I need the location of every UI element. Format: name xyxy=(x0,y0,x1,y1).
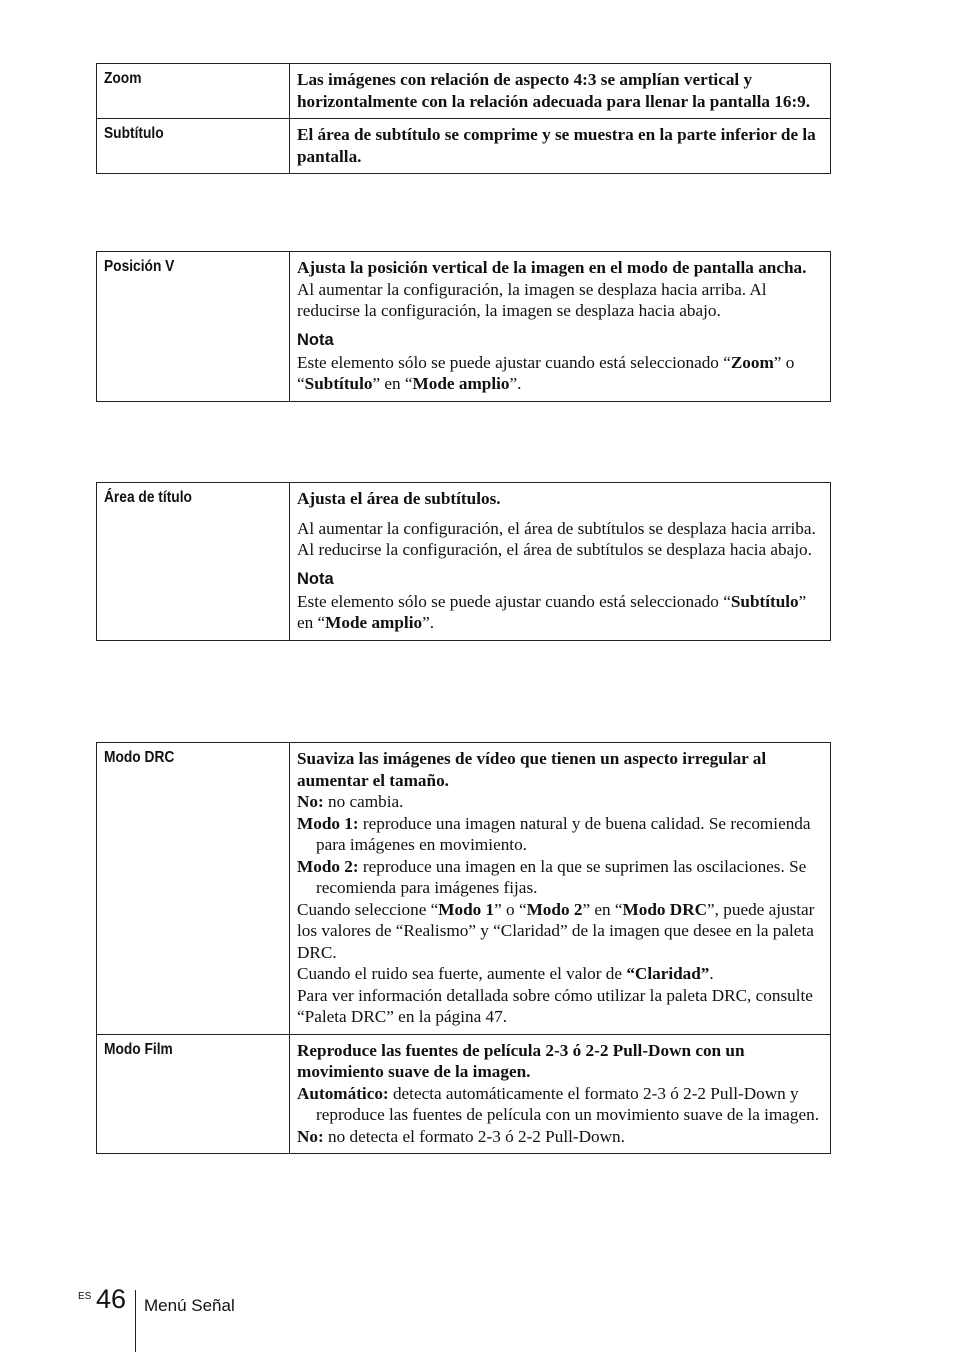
table-row xyxy=(97,252,831,402)
footer-section-title: Menú Señal xyxy=(144,1296,235,1315)
note-heading: Nota xyxy=(297,330,334,349)
row-label: Posición V xyxy=(97,252,290,402)
row-label: Subtítulo xyxy=(97,119,290,174)
row-body: Para ver información detallada sobre cómo utilizar la paleta DRC, consulte “Paleta DRC” en la página 47. xyxy=(297,985,813,1026)
table-row xyxy=(97,483,831,641)
row-lead: Reproduce las fuentes de película 2-3 ó 2-2 Pull-Down con un movimiento suave de la imagen. xyxy=(297,1040,745,1081)
settings-table-area-de-titulo xyxy=(96,482,831,641)
row-lead: El área de subtítulo se comprime y se muestra en la parte inferior de la pantalla. xyxy=(297,125,816,166)
row-body: Al reducirse la configuración, el área de subtítulos se desplaza hacia abajo. xyxy=(297,540,812,559)
settings-table-zoom-subtitulo xyxy=(96,63,831,174)
row-body: Al aumentar la configuración, el área de subtítulos se desplaza hacia arriba. xyxy=(297,518,816,538)
row-description xyxy=(290,252,831,402)
note-text: Este elemento sólo se puede ajustar cuando está seleccionado “Zoom” o “Subtítulo” en “Mode amplio”. xyxy=(297,352,795,393)
note-heading: Nota xyxy=(297,569,334,588)
row-lead: Ajusta el área de subtítulos. xyxy=(297,489,501,508)
row-description xyxy=(290,1034,831,1154)
settings-table-posicion-v xyxy=(96,251,831,402)
table-row xyxy=(97,119,831,174)
row-label: Zoom xyxy=(97,64,290,119)
row-body: Al aumentar la configuración, la imagen se desplaza hacia arriba. Al reducirse la configuración, la imagen se desplaza hacia abajo. xyxy=(297,279,767,320)
option-item: Automático: detecta automáticamente el formato 2-3 ó 2-2 Pull-Down y reproduce las fuentes de película con un movimiento suave de la imagen. xyxy=(297,1083,820,1124)
table-row xyxy=(97,64,831,119)
row-lead: Las imágenes con relación de aspecto 4:3 se amplían vertical y horizontalmente con la relación adecuada para llenar la pantalla 16:9. xyxy=(297,70,811,111)
row-description xyxy=(290,64,831,119)
page-number: 46 xyxy=(96,1284,127,1314)
table-row xyxy=(97,743,831,1035)
row-lead: Ajusta la posición vertical de la imagen en el modo de pantalla ancha. xyxy=(297,258,807,277)
option-item: No: no cambia. xyxy=(297,792,404,811)
footer-divider xyxy=(135,1290,136,1352)
row-body: Cuando seleccione “Modo 1” o “Modo 2” en “Modo DRC”, puede ajustar los valores de “Realismo” y “Claridad” de la imagen que desee en la paleta DRC. xyxy=(297,899,815,962)
option-item: Modo 1: reproduce una imagen natural y de buena calidad. Se recomienda para imágenes en movimiento. xyxy=(297,813,811,854)
row-label: Área de título xyxy=(97,483,290,641)
option-item: No: no detecta el formato 2-3 ó 2-2 Pull-Down. xyxy=(297,1126,625,1146)
row-description xyxy=(290,119,831,174)
row-description xyxy=(290,483,831,641)
row-description xyxy=(290,743,831,1035)
settings-table-modo-drc-film xyxy=(96,742,831,1154)
row-body: Cuando el ruido sea fuerte, aumente el valor de “Claridad”. xyxy=(297,964,714,983)
row-label: Modo Film xyxy=(97,1034,290,1154)
table-row xyxy=(97,1034,831,1154)
option-item: Modo 2: reproduce una imagen en la que se suprimen las oscilaciones. Se recomienda para imágenes fijas. xyxy=(297,856,807,897)
row-lead: Suaviza las imágenes de vídeo que tienen un aspecto irregular al aumentar el tamaño. xyxy=(297,749,767,790)
note-text: Este elemento sólo se puede ajustar cuando está seleccionado “Subtítulo” en “Mode amplio”. xyxy=(297,591,807,632)
footer-language-code: ES xyxy=(78,1291,92,1302)
row-label: Modo DRC xyxy=(97,743,290,1035)
